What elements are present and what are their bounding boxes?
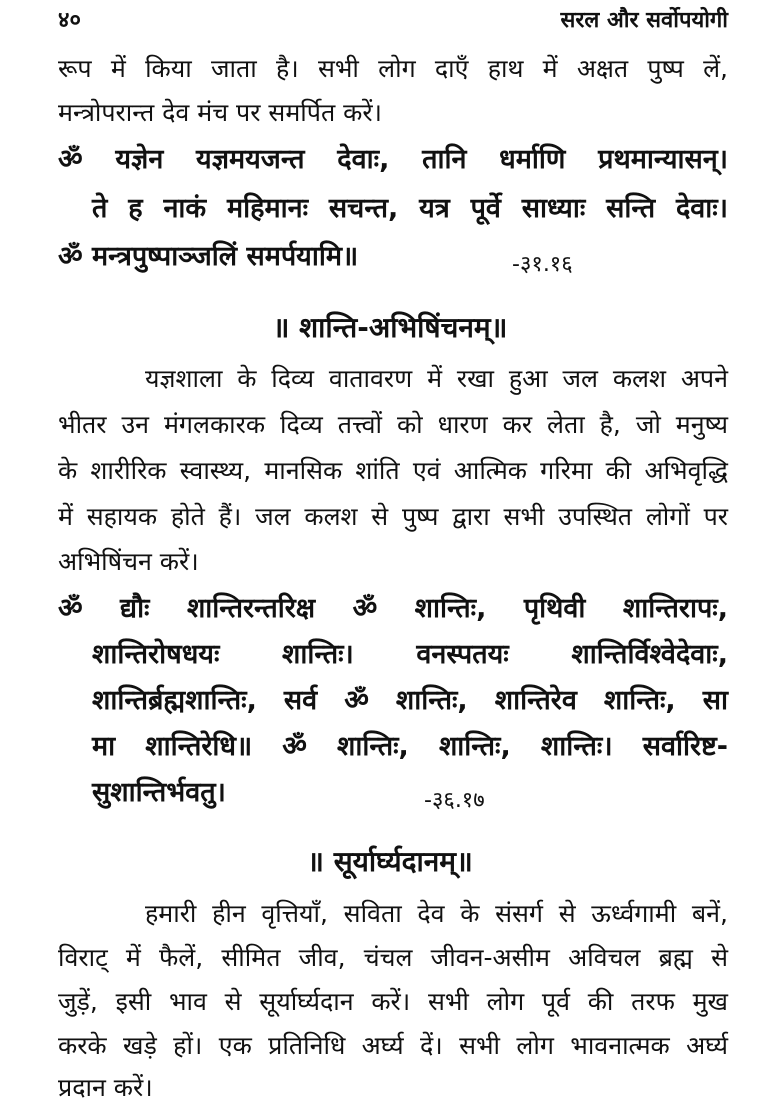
paragraph-line: जुड़ें, इसी भाव से सूर्यार्घ्यदान करें। सभी लोग पूर्व की तरफ मुख (58, 987, 728, 1016)
paragraph-line: विराट् में फैलें, सीमित जीव, चंचल जीवन-असीम अविचल ब्रह्म से (58, 943, 728, 972)
mantra-line: ॐ यज्ञेन यज्ञमयजन्त देवाः, तानि धर्माणि प्रथमान्यासन्। (58, 144, 728, 175)
verse-reference: -३१.१६ (512, 252, 573, 277)
mantra-line: ते ह नाकं महिमानः सचन्त, यत्र पूर्वे साध्याः सन्ति देवाः। (92, 193, 728, 224)
paragraph-line: में सहायक होते हैं। जल कलश से पुष्प द्वारा सभी उपस्थित लोगों पर (58, 502, 728, 531)
section-title: ॥ शान्ति-अभिषिंचनम्॥ (272, 311, 508, 344)
mantra-line: ॐ मन्त्रपुष्पाञ्जलिं समर्पयामि॥ (58, 241, 359, 272)
intro-line: मन्त्रोपरान्त देव मंच पर समर्पित करें। (58, 98, 383, 127)
verse-reference: -३६.१७ (424, 788, 485, 813)
intro-line: रूप में किया जाता है। सभी लोग दाएँ हाथ में अक्षत पुष्प लें, (58, 54, 728, 83)
mantra-line: शान्तिरोषधयः शान्तिः। वनस्पतयः शान्तिर्विश्वेदेवाः, (92, 639, 728, 670)
section-title: ॥ सूर्यार्घ्यदानम्॥ (307, 845, 473, 878)
mantra-line: सुशान्तिर्भवतु। (92, 777, 226, 808)
paragraph-line: अभिषिंचन करें। (58, 547, 199, 576)
paragraph-line: हमारी हीन वृत्तियाँ, सविता देव के संसर्ग से ऊर्ध्वगामी बनें, (145, 899, 728, 928)
paragraph-line: भीतर उन मंगलकारक दिव्य तत्त्वों को धारण कर लेता है, जो मनुष्य (58, 410, 728, 439)
running-title: सरल और सर्वोपयोगी (560, 8, 728, 33)
mantra-line: मा शान्तिरेधि॥ ॐ शान्तिः, शान्तिः, शान्तिः। सर्वारिष्ट- (92, 731, 728, 762)
paragraph-line: करके खड़े हों। एक प्रतिनिधि अर्घ्य दें। सभी लोग भावनात्मक अर्घ्य (58, 1031, 728, 1060)
page-number: ४० (58, 8, 81, 33)
mantra-line: ॐ द्यौः शान्तिरन्तरिक्ष ॐ शान्तिः, पृथिवी शान्तिरापः, (58, 593, 728, 624)
paragraph-line: के शारीरिक स्वास्थ्य, मानसिक शांति एवं आत्मिक गरिमा की अभिवृद्धि (58, 456, 728, 485)
mantra-line: शान्तिर्ब्रह्मशान्तिः, सर्व ॐ शान्तिः, शान्तिरेव शान्तिः, सा (92, 685, 728, 716)
paragraph-line: यज्ञशाला के दिव्य वातावरण में रखा हुआ जल कलश अपने (145, 364, 728, 393)
paragraph-line: प्रदान करें। (58, 1073, 153, 1102)
